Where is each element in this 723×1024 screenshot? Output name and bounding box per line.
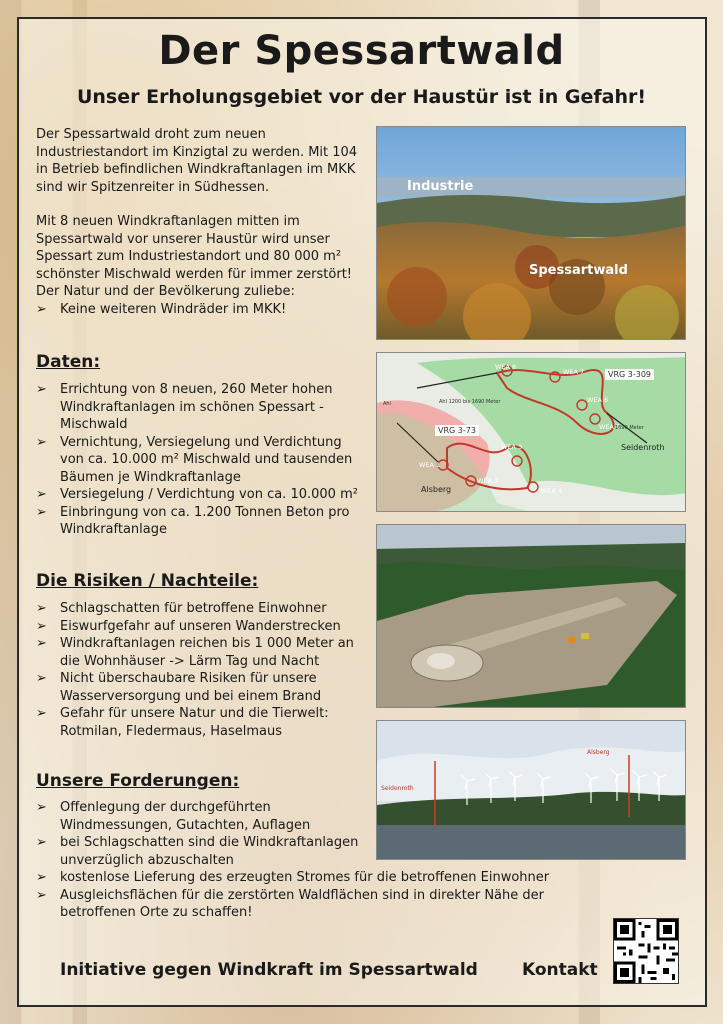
- daten-heading: Daten:: [36, 352, 101, 372]
- map-label-distance-b: 1690 Meter: [615, 425, 644, 431]
- intro-paragraph-2: Mit 8 neuen Windkraftanlagen mitten im Spessartwald vor unserer Haustür wird unser Spessart zum Industriestandort und 80 000 m² schönster Mischwald werden für immer zerstört!: [36, 214, 352, 282]
- map-label-wea: WEA 3: [501, 443, 523, 451]
- daten-item: ➢ Vernichtung, Versiegelung und Verdichtung von ca. 10.000 m² Mischwald und tausenden Bäumen je Windkraftanlage: [36, 434, 366, 487]
- risiken-item: ➢ Schlagschatten für betroffene Einwohner: [36, 600, 366, 618]
- risiken-list: [36, 600, 366, 740]
- map-label-vrg-73: VRG 3-73: [435, 425, 479, 436]
- forderungen-item: ➢ Offenlegung der durchgeführten Windmessungen, Gutachten, Auflagen: [36, 799, 356, 834]
- daten-list: [36, 381, 366, 539]
- forderungen-item: ➢ Ausgleichsflächen für die zerstörten Waldflächen sind in direkter Nähe der betroffenen Orte zu schaffen!: [36, 887, 556, 922]
- qr-code[interactable]: [613, 918, 679, 984]
- risiken-item: ➢ Gefahr für unsere Natur und die Tierwelt: Rotmilan, Fledermaus, Haselmaus: [36, 705, 366, 740]
- intro-paragraph-3: Der Natur und der Bevölkerung zuliebe:: [36, 284, 295, 299]
- map-label-ahl: Ahl: [383, 401, 391, 407]
- map-label-wea: WEA 5: [599, 423, 621, 431]
- poster-title: Der Spessartwald: [158, 28, 565, 74]
- map-label-alsberg: Alsberg: [421, 485, 452, 494]
- intro-section: [36, 126, 366, 318]
- panorama-label-seidenroth: Seidenroth: [381, 785, 414, 792]
- map-label-seidenroth: Seidenroth: [621, 443, 665, 452]
- intro-point: ➢ Keine weiteren Windräder im MKK!: [36, 301, 366, 319]
- map-label-vrg-309: VRG 3-309: [605, 369, 654, 380]
- poster-subtitle: Unser Erholungsgebiet vor der Haustür ist in Gefahr!: [76, 86, 647, 108]
- daten-item: ➢ Versiegelung / Verdichtung von ca. 10.000 m²: [36, 486, 366, 504]
- panorama-label-alsberg: Alsberg: [587, 749, 610, 756]
- map-label-wea: WEA 1: [419, 461, 441, 469]
- intro-paragraph-1: Der Spessartwald droht zum neuen Industriestandort im Kinzigtal zu werden. Mit 104 in Betrieb befindlichen Windkraftanlagen im MKK sind wir Spitzenreiter in Südhessen.: [36, 127, 358, 195]
- turbine-visualization-photo: [376, 720, 686, 860]
- forderungen-heading: Unsere Forderungen:: [36, 771, 240, 791]
- daten-item: ➢ Einbringung von ca. 1.200 Tonnen Beton pro Windkraftanlage: [36, 504, 366, 539]
- risiken-heading: Die Risiken / Nachteile:: [36, 571, 259, 591]
- forderungen-item: ➢ kostenlose Lieferung des erzeugten Stromes für die betroffenen Einwohner: [36, 869, 576, 887]
- risiken-item: ➢ Windkraftanlagen reichen bis 1 000 Meter an die Wohnhäuser -> Lärm Tag und Nacht: [36, 635, 366, 670]
- daten-item: ➢ Errichtung von 8 neuen, 260 Meter hohen Windkraftanlagen im schönen Spessart - Mischwald: [36, 381, 366, 434]
- map-label-wea: WEA 8: [495, 363, 517, 371]
- map-label-wea: WEA 4: [541, 487, 563, 495]
- risiken-item: ➢ Nicht überschaubare Risiken für unsere Wasserversorgung und bei einem Brand: [36, 670, 366, 705]
- map-label-wea: WEA 2: [477, 477, 499, 485]
- risiken-item: ➢ Eiswurfgefahr auf unseren Wanderstrecken: [36, 618, 366, 636]
- photo-label-industrie: Industrie: [407, 179, 474, 194]
- map-label-wea: WEA 7: [563, 368, 585, 376]
- map-label-wea: WEA 6: [587, 396, 609, 404]
- landscape-photo: [376, 126, 686, 340]
- photo-label-spessartwald: Spessartwald: [529, 263, 628, 278]
- construction-site-photo: [376, 524, 686, 708]
- map-label-distance: Ahl 1200 bis 1690 Meter: [439, 399, 501, 405]
- site-map: [376, 352, 686, 512]
- forderungen-item: ➢ bei Schlagschatten sind die Windkraftanlagen unverzüglich abzuschalten: [36, 834, 366, 869]
- footer-contact: Kontakt: [522, 960, 598, 980]
- footer-initiative: Initiative gegen Windkraft im Spessartwald: [60, 960, 478, 980]
